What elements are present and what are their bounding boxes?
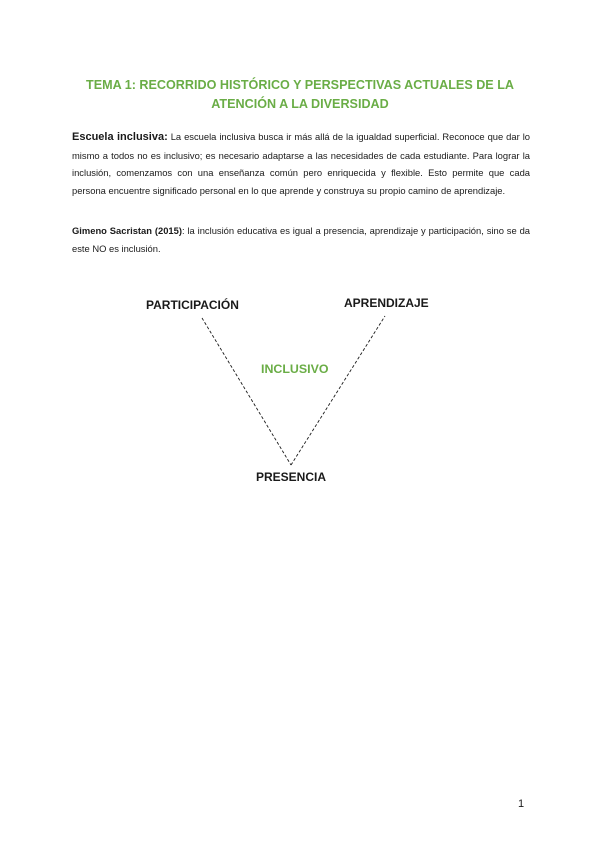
- diagram-label-presence: PRESENCIA: [256, 470, 327, 484]
- diagram-line-right: [291, 316, 385, 465]
- diagram-label-learning: APRENDIZAJE: [344, 296, 429, 310]
- diagram-line-left: [202, 318, 291, 465]
- inclusive-school-text: La escuela inclusiva busca ir más allá de la igualdad superficial. Reconoce que dar lo mismo a todos no es inclusivo; es necesario adaptarse a las necesidades de cada estudiante. Para lograr la inclusión, comenzamos con una enseñanza común pero enriquecida y flexible. Esto permite que cada persona encuentre significado personal en lo que aprende y construya su propio camino de aprendizaje.: [72, 131, 530, 196]
- page-title: TEMA 1: RECORRIDO HISTÓRICO Y PERSPECTIVAS ACTUALES DE LA ATENCIÓN A LA DIVERSIDAD: [86, 78, 514, 111]
- diagram-label-participation: PARTICIPACIÓN: [146, 298, 239, 312]
- citation-author: Gimeno Sacristan (2015): [72, 225, 182, 236]
- inclusive-school-heading: Escuela inclusiva:: [72, 131, 168, 143]
- diagram-label-inclusive: INCLUSIVO: [261, 362, 329, 376]
- citation-text: : la inclusión educativa es igual a presencia, aprendizaje y participación, sino se da este NO es inclusión.: [72, 225, 530, 254]
- page-number: 1: [518, 798, 525, 810]
